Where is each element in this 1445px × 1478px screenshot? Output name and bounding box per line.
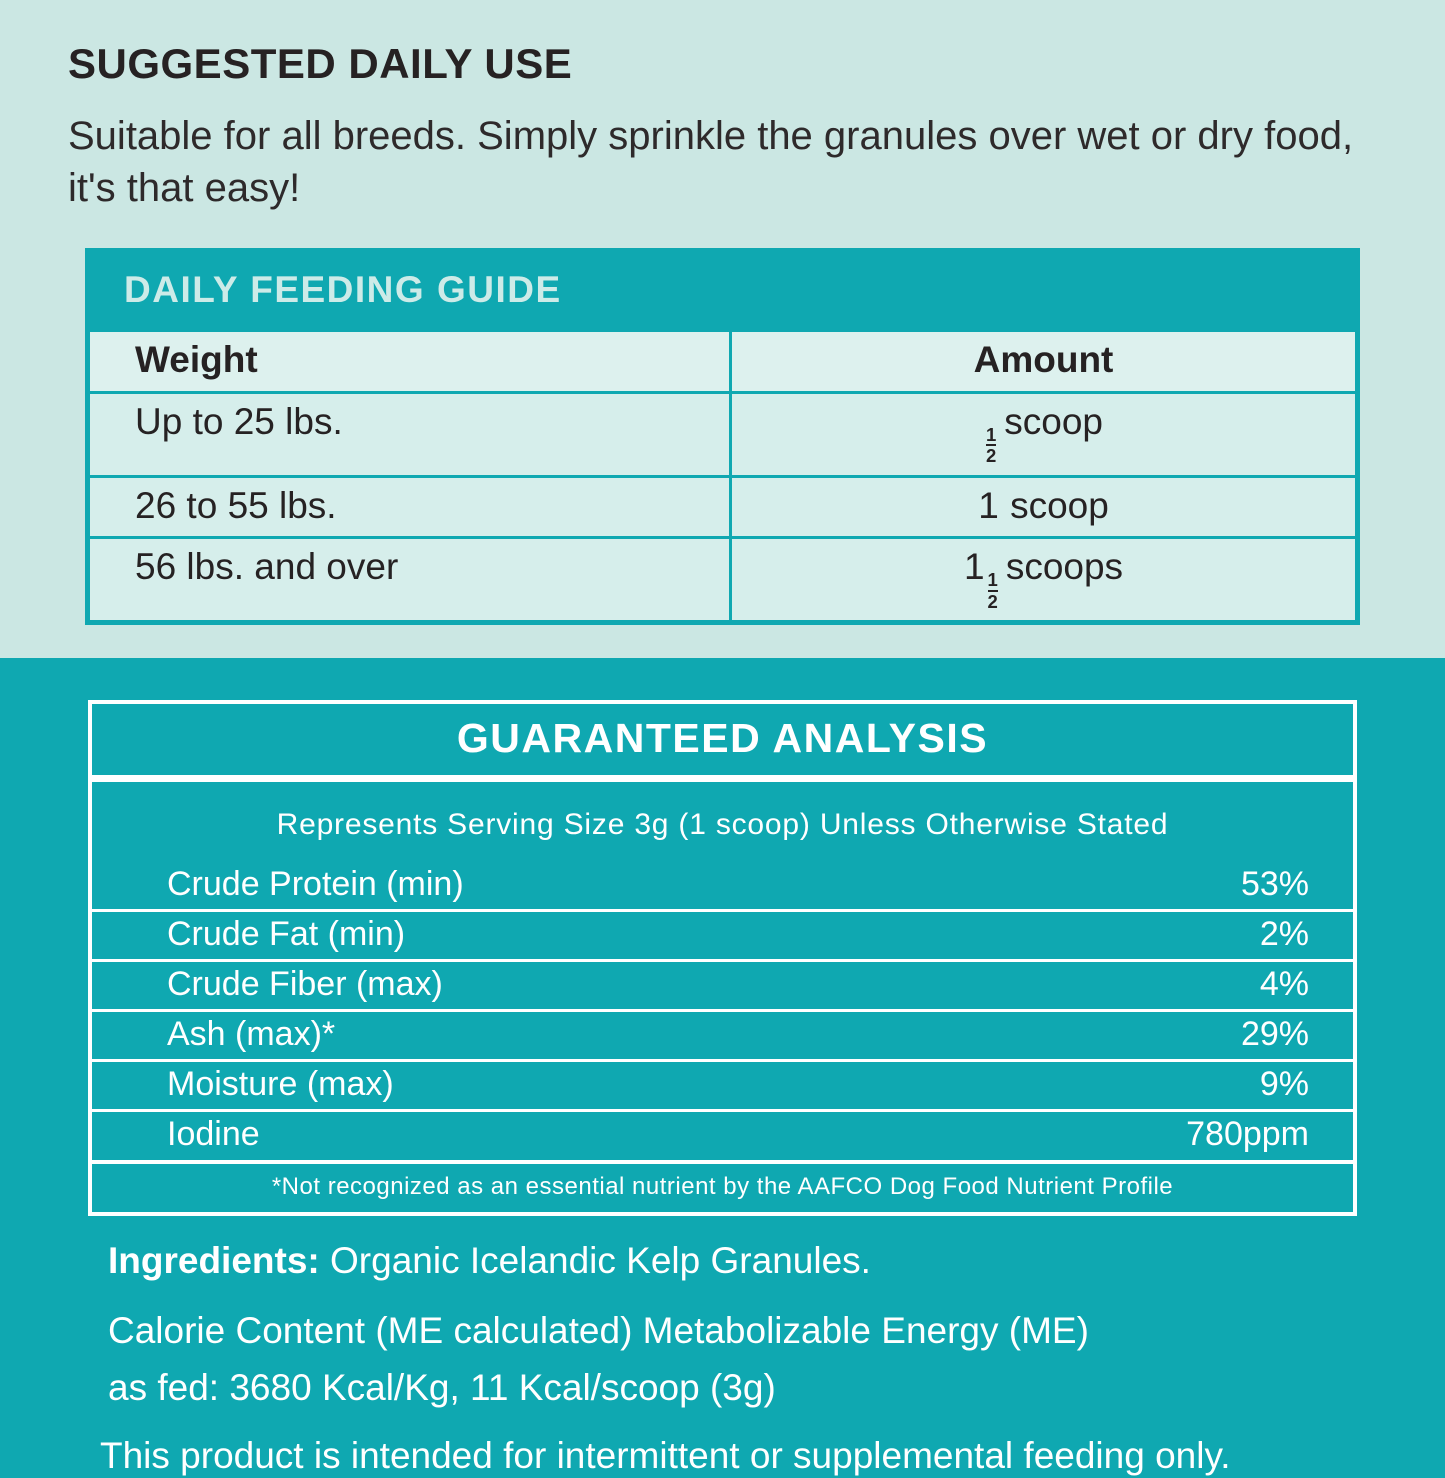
feeding-guide-row — [90, 536, 1355, 620]
fraction-numerator: 1 — [985, 423, 997, 445]
guaranteed-analysis-title: GUARANTEED ANALYSIS — [92, 704, 1353, 782]
analysis-row — [92, 1109, 1353, 1159]
amount-cell — [732, 539, 1355, 620]
amount-fraction — [988, 571, 998, 611]
amount-cell — [732, 394, 1355, 475]
analysis-row — [92, 862, 1353, 909]
analysis-value: 29% — [1240, 1015, 1309, 1054]
amount-fraction — [985, 423, 997, 467]
weight-cell: Up to 25 lbs. — [90, 394, 732, 475]
amount-column-header: Amount — [973, 339, 1114, 380]
amount-unit: scoop — [1004, 400, 1104, 442]
feeding-guide-title: DAILY FEEDING GUIDE — [124, 269, 562, 310]
guaranteed-analysis-section — [0, 658, 1445, 1478]
weight-cell: 56 lbs. and over — [90, 539, 732, 620]
analysis-value: 9% — [1259, 1065, 1309, 1104]
fraction-numerator: 1 — [987, 569, 998, 591]
calorie-content-line-1: Calorie Content (ME calculated) Metabolizable Energy (ME) — [108, 1310, 1089, 1352]
analysis-value: 4% — [1259, 965, 1309, 1004]
guaranteed-analysis-panel — [88, 700, 1357, 1216]
weight-column-header: Weight — [90, 332, 732, 391]
analysis-value: 2% — [1259, 915, 1309, 954]
suggested-daily-use-section — [0, 0, 1445, 658]
analysis-label: Crude Protein (min) — [167, 865, 464, 903]
supplemental-feeding-note: This product is intended for intermittent or supplemental feeding only. — [100, 1435, 1231, 1477]
aafco-footnote: *Not recognized as an essential nutrient by the AAFCO Dog Food Nutrient Profile — [92, 1160, 1353, 1212]
calorie-content-line-2: as fed: 3680 Kcal/Kg, 11 Kcal/scoop (3g) — [108, 1366, 776, 1408]
feeding-guide-header — [90, 253, 1355, 329]
analysis-value: 780ppm — [1186, 1115, 1309, 1154]
analysis-value: 53% — [1240, 865, 1309, 903]
intro-text: Suitable for all breeds. Simply sprinkle the granules over wet or dry food, it's that easy! — [68, 114, 1354, 210]
fraction-denominator: 2 — [985, 445, 997, 467]
ingredients-line — [108, 1240, 1445, 1283]
analysis-row — [92, 1059, 1353, 1109]
analysis-rows — [92, 862, 1353, 1160]
amount-whole-number: 1 — [978, 484, 999, 526]
amount-whole-number: 1 — [963, 546, 985, 588]
weight-cell: 26 to 55 lbs. — [90, 478, 732, 537]
analysis-label: Iodine — [167, 1115, 260, 1154]
fraction-denominator: 2 — [987, 590, 998, 612]
feeding-guide-column-header-row — [90, 329, 1355, 391]
amount-unit: scoop — [1010, 484, 1109, 526]
ingredients-text: Organic Icelandic Kelp Granules. — [330, 1239, 871, 1281]
analysis-row — [92, 909, 1353, 959]
amount-unit: scoops — [1005, 546, 1124, 588]
analysis-label: Ash (max)* — [167, 1015, 336, 1054]
analysis-label: Moisture (max) — [167, 1065, 394, 1104]
serving-size-note: Represents Serving Size 3g (1 scoop) Unless Otherwise Stated — [276, 808, 1169, 841]
analysis-row — [92, 1009, 1353, 1059]
analysis-label: Crude Fiber (max) — [167, 965, 443, 1004]
daily-feeding-guide-table — [85, 248, 1360, 625]
analysis-label: Crude Fat (min) — [167, 915, 406, 954]
page-title: SUGGESTED DAILY USE — [68, 40, 573, 87]
feeding-guide-row — [90, 475, 1355, 537]
amount-cell — [732, 478, 1355, 537]
feeding-guide-row — [90, 391, 1355, 475]
analysis-row — [92, 959, 1353, 1009]
ingredients-label: Ingredients: — [108, 1239, 320, 1281]
